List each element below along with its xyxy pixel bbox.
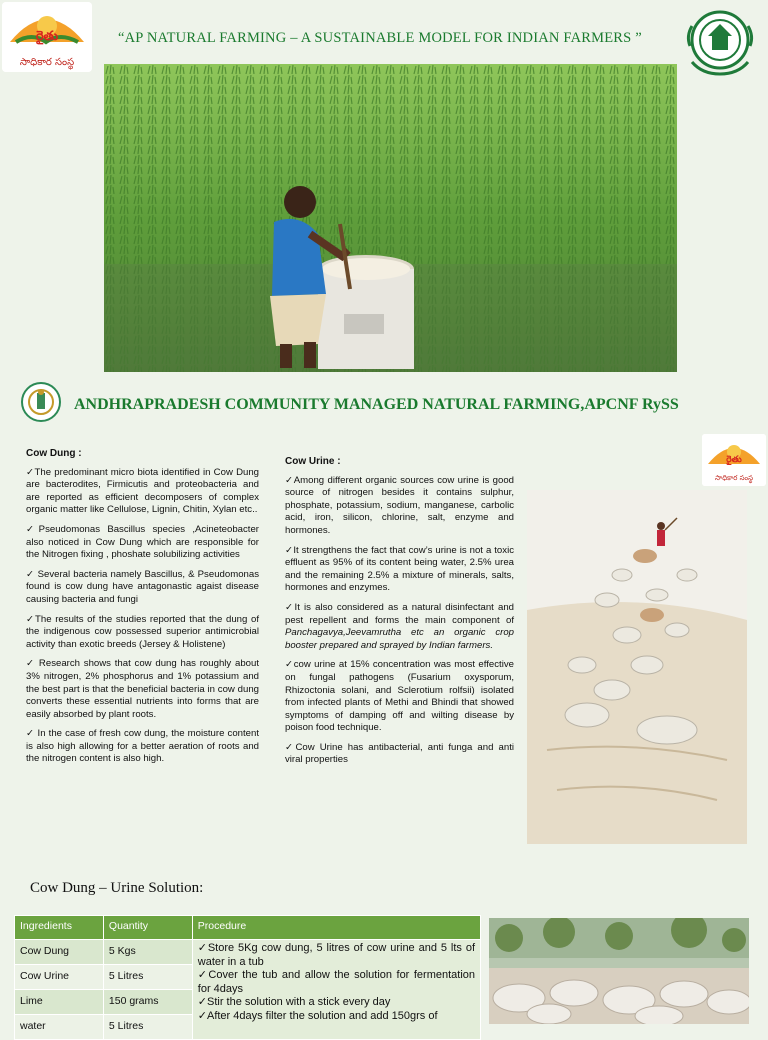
ap-government-seal [682,6,758,78]
table-header-row [15,916,481,940]
cattle-herd-photo [489,918,749,1024]
quantity-cell: 5 Kgs [103,940,192,965]
logo-text: సాధికార సంస్థ [19,57,75,68]
cow-dung-point: ✓Pseudomonas Bascillus species ,Acineteobacter also noticed in Cow Dung which are responsible for the Nitrogen fixing , phoshate solubilizing activities [26,523,259,561]
hero-paddy-field-photo [104,64,677,372]
cow-urine-point-text: ✓It is also considered as a natural disinfectant and pest repellent and forms the main component of [285,601,514,626]
rythu-sadhikara-logo-small [702,434,766,486]
ingredient-cell: Cow Dung [15,940,104,965]
rythu-sadhikara-logo [2,2,92,72]
ap-emblem-icon [20,380,62,424]
procedure-cell [192,940,480,1040]
header-quantity: Quantity [103,916,192,940]
header-ingredients: Ingredients [15,916,104,940]
ingredient-cell: Cow Urine [15,965,104,990]
quantity-cell: 5 Litres [103,965,192,990]
procedure-step: ✓Store 5Kg cow dung, 5 litres of cow urine and 5 lts of water in a tub [197,942,475,968]
cow-urine-section [285,456,514,774]
quantity-cell: 150 grams [103,990,192,1015]
procedure-step: ✓Cover the tub and allow the solution for fermentation for 4days [197,969,475,995]
ingredient-cell: Lime [15,990,104,1015]
cow-urine-heading: Cow Urine : [285,456,341,467]
cow-urine-point [285,602,514,652]
header-procedure: Procedure [192,916,480,940]
ingredient-cell: water [15,1015,104,1040]
procedure-step: ✓After 4days filter the solution and add 150grs of [197,1009,438,1022]
cow-dung-point: ✓ Research shows that cow dung has roughly about 3% nitrogen, 2% phosphorus and 1% potassium and the best part is that the beneficial bacteria in cow dung converts these essential nutrients into forms that are easily absorbed by plant roots. [26,658,259,720]
svg-text:రైతు: రైతు [726,455,742,465]
solution-table [14,915,481,1040]
cow-urine-point: ✓Among different organic sources cow urine is good source of nitrogen besides it contains sulphur, phosphate, potassium, sodium, manganese, carbolic acid, iron, silicon, chlorine, salt, enzyme and hormones. [285,474,514,536]
page-title: “AP NATURAL FARMING – A SUSTAINABLE MODEL FOR INDIAN FARMERS ” [118,30,642,46]
cow-urine-point: ✓Cow Urine has antibacterial, anti funga and anti viral properties [285,741,514,766]
table-row [15,940,481,965]
cow-urine-point: ✓cow urine at 15% concentration was most effective on fungal pathogens (Fusarium oxysporum, Rhizoctonia solani, and Sclerotium rolfsii) isolated from infected plants of Methi and Bhindi that showed symptoms of damping off and wilting disease by poison food technique. [285,659,514,734]
svg-text:సాధికార సంస్థ: సాధికార సంస్థ [715,474,753,482]
svg-text:రైతు: రైతు [35,29,59,44]
cow-dung-point: ✓The predominant micro biota identified in Cow Dung are bacterodites, Firmicutis and proteobacteria and are reported as efficient decomposers of complex organic matter like Cellulose, Lignin, Chitin, Xylan etc.. [26,466,259,516]
cow-dung-heading: Cow Dung : [26,448,82,459]
quantity-cell: 5 Litres [103,1015,192,1040]
procedure-step: ✓Stir the solution with a stick every day [197,996,391,1009]
cows-in-water-photo [527,490,747,844]
cow-dung-point: ✓ In the case of fresh cow dung, the moisture content is also high allowing for a better aeration of roots and the nitrogen content is also high. [26,728,259,765]
cow-dung-point: ✓ Several bacteria namely Bascillus, & Pseudomonas found is cow dung have antagonastic agaist disease causing bacteria and fungi [26,568,259,605]
cow-dung-point: ✓The results of the studies reported that the dung of the indigenous cow possessed superior antimicrobial activity than exotic breeds (Jersey & Holistene) [26,613,259,650]
cow-urine-point-italic: Panchagavya,Jeevamrutha etc an organic crop booster prepared and sprayed by Indian farmers. [285,627,514,651]
solution-title: Cow Dung – Urine Solution: [30,880,204,896]
cow-urine-point: ✓It strengthens the fact that cow’s urine is not a toxic effluent as 95% of its content being water, 2.5% urea and the remaining 2.5% a mixture of minerals, salts, hormones and enzymes. [285,544,514,594]
cow-dung-section [26,448,259,773]
organization-title: ANDHRAPRADESH COMMUNITY MANAGED NATURAL FARMING,APCNF RySS [74,396,679,413]
